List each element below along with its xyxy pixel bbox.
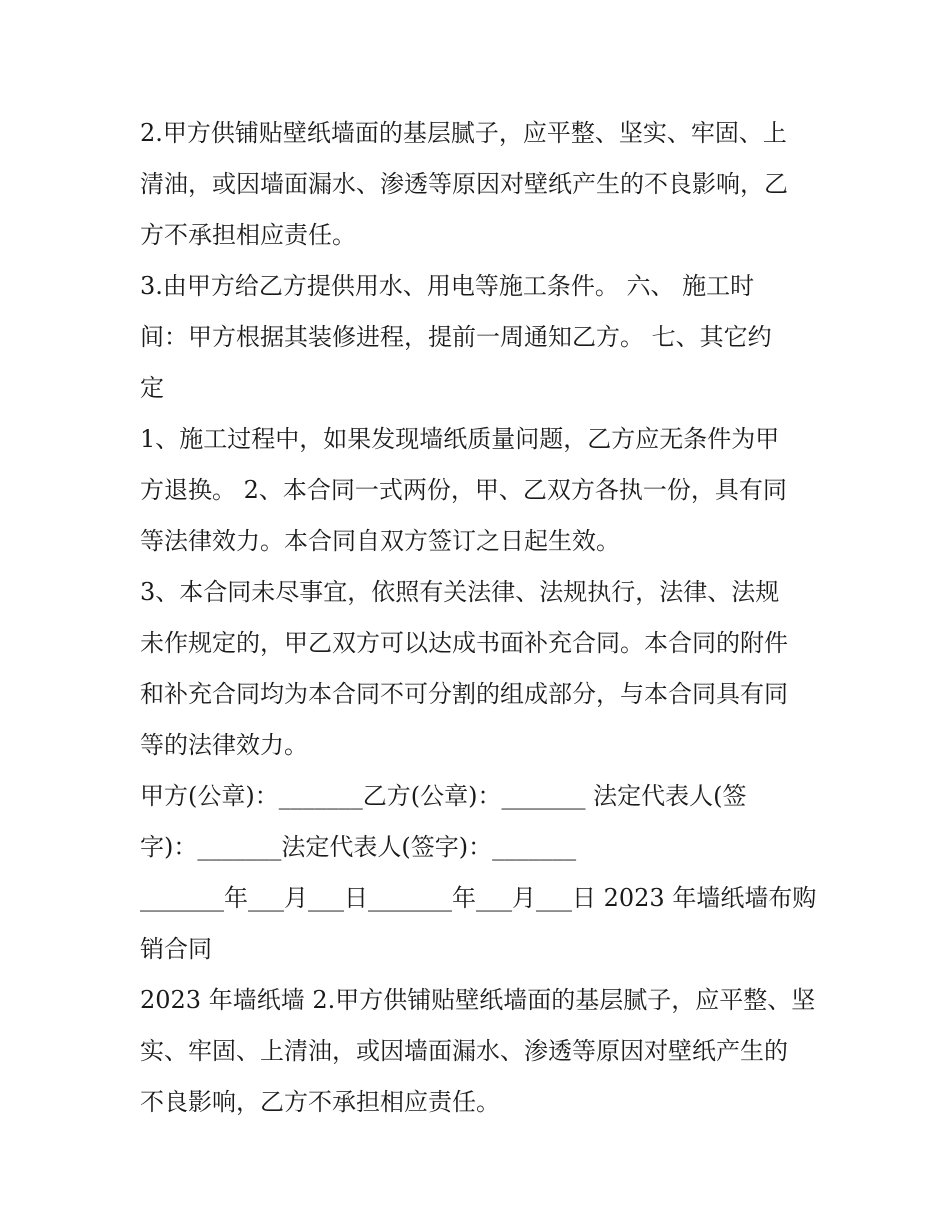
text-line: 间：甲方根据其装修进程，提前一周通知乙方。 七、其它约 <box>140 323 772 351</box>
date-line: _______年___月___日_______年___月___日 2023 年墙纸墙布购 <box>140 884 817 912</box>
text-line: 清油，或因墙面漏水、渗透等原因对壁纸产生的不良影响，乙 <box>140 170 788 198</box>
contract-text <box>140 108 820 1128</box>
text-line: 3、本合同未尽事宜，依照有关法律、法规执行，法律、法规 <box>140 578 780 606</box>
text-line: 方不承担相应责任。 <box>140 221 356 249</box>
text-line: 2.甲方供铺贴壁纸墙面的基层腻子，应平整、坚实、牢固、上 <box>140 119 787 147</box>
text-line: 和补充合同均为本合同不可分割的组成部分，与本合同具有同 <box>140 680 788 708</box>
text-line: 等的法律效力。 <box>140 731 308 759</box>
text-line: 未作规定的，甲乙双方可以达成书面补充合同。本合同的附件 <box>140 629 788 657</box>
text-line: 销合同 <box>140 935 212 963</box>
text-line: 实、牢固、上清油，或因墙面漏水、渗透等原因对壁纸产生的 <box>140 1037 788 1065</box>
text-line: 2023 年墙纸墙 2.甲方供铺贴壁纸墙面的基层腻子，应平整、坚 <box>140 986 816 1014</box>
text-line: 等法律效力。本合同自双方签订之日起生效。 <box>140 527 620 555</box>
signature-line: 甲方(公章)：_______乙方(公章)：_______ 法定代表人(签 <box>140 782 747 810</box>
signature-line: 字)：_______法定代表人(签字)：_______ <box>140 833 577 861</box>
text-line: 定 <box>140 374 164 402</box>
text-line: 3.由甲方给乙方提供用水、用电等施工条件。 六、 施工时 <box>140 272 755 300</box>
text-line: 方退换。 2、本合同一式两份，甲、乙双方各执一份，具有同 <box>140 476 787 504</box>
text-line: 不良影响，乙方不承担相应责任。 <box>140 1088 500 1116</box>
text-line: 1、施工过程中，如果发现墙纸质量问题，乙方应无条件为甲 <box>140 425 780 453</box>
